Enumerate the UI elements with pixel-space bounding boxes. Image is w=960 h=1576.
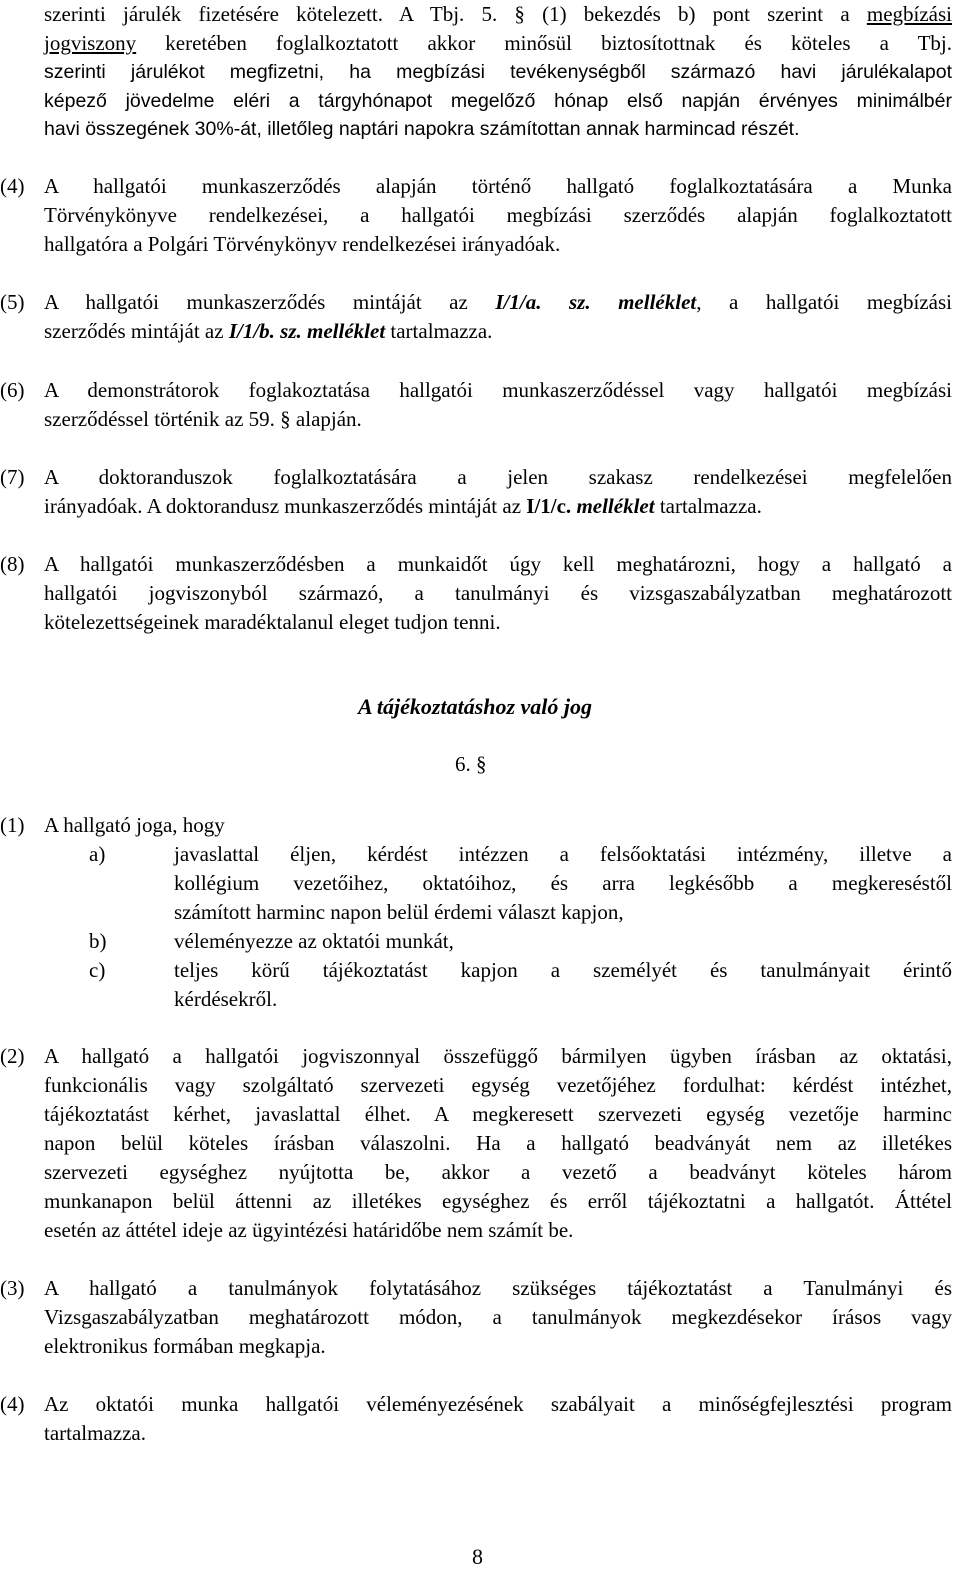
text-line: esetén az áttétel ideje az ügyintézési határidőbe nem számít be. (44, 1218, 574, 1242)
text-line: A hallgató a tanulmányok folytatásához szükséges tájékoztatást a Tanulmányi és (44, 1276, 952, 1300)
text-line: hallgatói jogviszonyból származó, a tanulmányi és vizsgaszabályzatban meghatározott (44, 581, 952, 605)
text-line: A hallgatói munkaszerződés alapján történő hallgató foglalkoztatására a Munka (44, 174, 952, 198)
section-paragraph-1 (0, 811, 952, 840)
text-line: jogviszony keretében foglalkoztatott akkor minősül biztosítottnak és köteles a Tbj. (44, 31, 953, 55)
text-line: teljes körű tájékoztatást kapjon a személyét és tanulmányait érintő (174, 958, 952, 982)
text-line: szervezeti egységhez nyújtotta be, akkor a vezető a beadványt köteles három (44, 1160, 952, 1184)
text-line: szerinti járulék fizetésére kötelezett. A Tbj. 5. § (1) bekezdés b) pont szerint a megbízási (44, 2, 952, 26)
text-line: napon belül köteles írásban válaszolni. Ha a hallgató beadványát nem az illetékes (44, 1131, 952, 1155)
text-line: A hallgató joga, hogy (44, 813, 225, 837)
list-text (174, 956, 952, 1014)
text-line: javaslattal éljen, kérdést intézzen a felsőoktatási intézmény, illetve a (174, 842, 952, 866)
continued-paragraph-sans (44, 58, 952, 144)
paragraph-number: (4) (0, 174, 25, 198)
text-line: tájékoztatást kérhet, javaslattal élhet. A megkeresett szervezeti egység vezetője harminc (44, 1102, 952, 1126)
text-line: havi összegének 30%-át, illetőleg naptári napokra számítottan annak harmincad részét. (44, 118, 800, 140)
text-line: hallgatóra a Polgári Törvénykönyv rendelkezései irányadóak. (44, 232, 561, 256)
underlined-term: jogviszony (44, 31, 137, 55)
text-line: elektronikus formában megkapja. (44, 1334, 326, 1358)
text-line: Vizsgaszabályzatban meghatározott módon, a tanulmányok megkezdésekor írásos vagy (44, 1305, 952, 1329)
list-item-c (0, 956, 960, 1014)
list-label: a) (89, 842, 106, 866)
annex-reference: melléklet (576, 494, 655, 518)
text-line: A hallgatói munkaszerződés mintáját az I/1/a. sz. melléklet, a hallgatói megbízási (44, 290, 952, 314)
text-line: szerinti járulékot megfizetni, ha megbízási tevékenységből származó havi járulékalapot (44, 61, 952, 83)
text-line: munkanapon belül áttenni az illetékes egységhez és erről tájékoztatni a hallgatót. Áttétel (44, 1189, 952, 1213)
section-paragraph-2 (0, 1042, 952, 1245)
text-line: A hallgató a hallgatói jogviszonnyal összefüggő bármilyen ügyben írásban az oktatási, (44, 1044, 952, 1068)
text-line: A doktoranduszok foglalkoztatására a jelen szakasz rendelkezései megfelelően (44, 465, 952, 489)
section-title: A tájékoztatáshoz való jog (357, 694, 593, 719)
annex-reference: I/1/a. sz. melléklet (495, 290, 697, 314)
section-number: 6. § (455, 752, 487, 776)
text-line: Az oktatói munka hallgatói véleményezésének szabályait a minőségfejlesztési program (44, 1392, 952, 1416)
paragraph-7 (0, 463, 952, 521)
text-line: tartalmazza. (44, 1421, 147, 1445)
paragraph-4 (0, 172, 952, 259)
paragraph-number: (4) (0, 1392, 25, 1416)
paragraph-number: (3) (0, 1276, 25, 1300)
paragraph-8 (0, 550, 952, 637)
list-item-b (0, 927, 960, 956)
paragraph-number: (6) (0, 378, 25, 402)
paragraph-number: (1) (0, 813, 25, 837)
text-line: képező jövedelme eléri a tárgyhónapot megelőző hónap első napján érvényes minimálbér (44, 89, 952, 112)
paragraph-number: (8) (0, 552, 25, 576)
section-paragraph-4 (0, 1390, 952, 1448)
text-line: A hallgatói munkaszerződésben a munkaidőt úgy kell meghatározni, hogy a hallgató a (44, 552, 952, 576)
annex-reference: I/1/c. (526, 494, 572, 518)
text-line: funkcionális vagy szolgáltató szervezeti egység vezetőjéhez fordulhat: kérdést intézhet, (44, 1073, 952, 1097)
text-line: kollégium vezetőihez, oktatóihoz, és arra legkésőbb a megkereséstől (174, 871, 952, 895)
list-label: c) (89, 958, 106, 982)
list-item-a (0, 840, 960, 927)
page-number: 8 (472, 1544, 483, 1569)
text-line: véleményezze az oktatói munkát, (174, 929, 454, 953)
paragraph-number: (7) (0, 465, 25, 489)
text-line: irányadóak. A doktorandusz munkaszerződés mintáját az I/1/c. melléklet tartalmazza. (44, 494, 762, 518)
text-line: Törvénykönyve rendelkezései, a hallgatói megbízási szerződés alapján foglalkoztatott (44, 203, 952, 227)
annex-reference: I/1/b. sz. melléklet (228, 319, 386, 343)
paragraph-6 (0, 376, 952, 434)
text-line: kérdésekről. (174, 987, 278, 1011)
paragraph-number: (5) (0, 290, 25, 314)
continued-paragraph (44, 0, 952, 58)
text-line: szerződéssel történik az 59. § alapján. (44, 407, 362, 431)
underlined-term: megbízási (866, 2, 952, 26)
text-line: számított harminc napon belül érdemi választ kapjon, (174, 900, 624, 924)
text-line: A demonstrátorok foglakoztatása hallgatói munkaszerződéssel vagy hallgatói megbízási (44, 378, 952, 402)
list-label: b) (89, 929, 107, 953)
text-line: szerződés mintáját az I/1/b. sz. melléklet tartalmazza. (44, 319, 493, 343)
list-text (174, 927, 952, 956)
paragraph-5 (0, 288, 952, 346)
text-line: kötelezettségeinek maradéktalanul eleget tudjon tenni. (44, 610, 501, 634)
list-text (174, 840, 952, 927)
paragraph-number: (2) (0, 1044, 25, 1068)
section-paragraph-3 (0, 1274, 952, 1361)
